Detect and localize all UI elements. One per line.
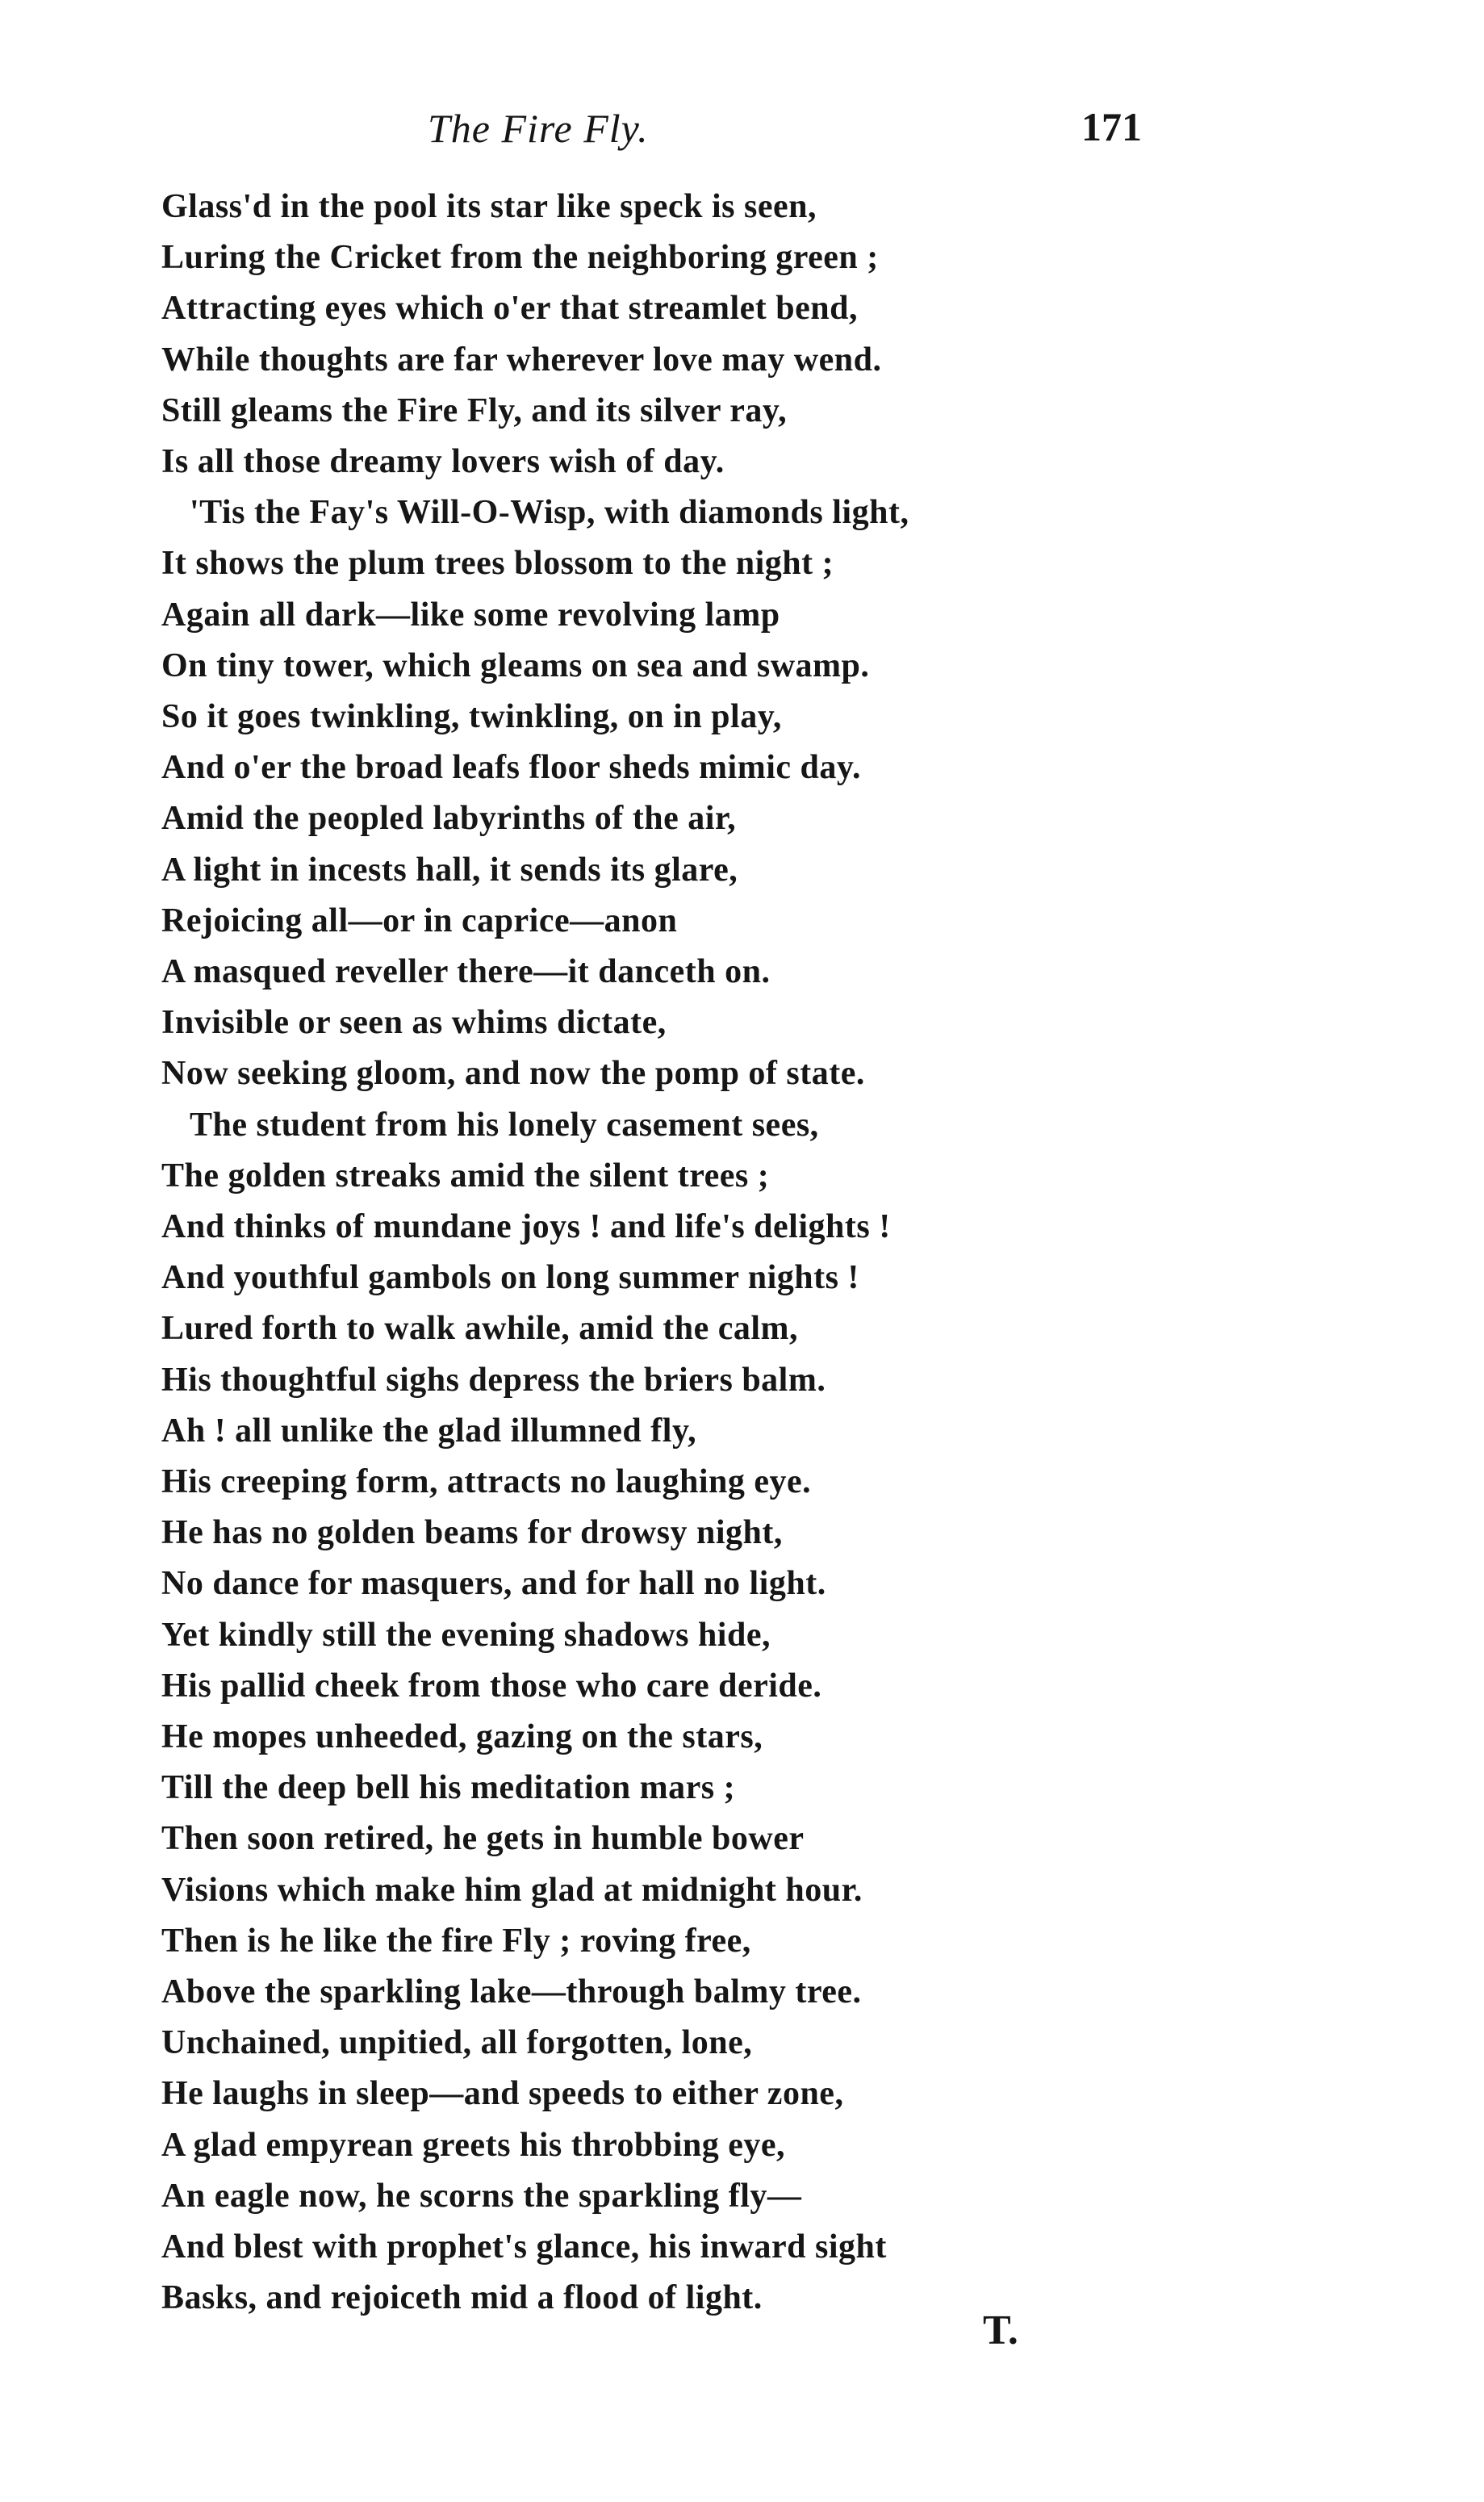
poem-line: He laughs in sleep—and speeds to either zone, <box>161 2075 844 2113</box>
poem-line: Rejoicing all—or in caprice—anon <box>161 902 678 939</box>
poem-line: While thoughts are far wherever love may wend. <box>161 341 882 379</box>
poem-line: Till the deep bell his meditation mars ; <box>161 1769 736 1807</box>
poem-line: Now seeking gloom, and now the pomp of state. <box>161 1055 865 1093</box>
poem-line: The student from his lonely casement sees, <box>190 1106 819 1144</box>
page-number: 171 <box>1081 104 1142 149</box>
poem-line: The golden streaks amid the silent trees ; <box>161 1157 770 1195</box>
poem-line: Then soon retired, he gets in humble bower <box>161 1820 805 1858</box>
poem-line: Basks, and rejoiceth mid a flood of light. <box>161 2279 763 2317</box>
poem-line: Glass'd in the pool its star like speck is seen, <box>161 188 817 225</box>
poem-line: Again all dark—like some revolving lamp <box>161 596 780 634</box>
poem-line: On tiny tower, which gleams on sea and swamp. <box>161 646 870 684</box>
poem-line: And thinks of mundane joys ! and life's delights ! <box>161 1208 891 1245</box>
poem-line: 'Tis the Fay's Will-O-Wisp, with diamonds light, <box>190 494 909 532</box>
poem-line: And youthful gambols on long summer nights ! <box>161 1259 859 1297</box>
poem-line: Then is he like the fire Fly ; roving free, <box>161 1922 751 1960</box>
poem-line: He has no golden beams for drowsy night, <box>161 1514 783 1552</box>
poem-line: And o'er the broad leafs floor sheds mimic day. <box>161 749 862 787</box>
poem-line: Yet kindly still the evening shadows hide, <box>161 1616 771 1654</box>
running-title: The Fire Fly. <box>428 106 649 151</box>
poem-line: He mopes unheeded, gazing on the stars, <box>161 1718 763 1755</box>
poem-line: Is all those dreamy lovers wish of day. <box>161 443 725 480</box>
poem-line: An eagle now, he scorns the sparkling fly— <box>161 2177 802 2215</box>
poem-line: Above the sparkling lake—through balmy tree. <box>161 1973 862 2010</box>
poem-line: Attracting eyes which o'er that streamlet bend, <box>161 290 858 328</box>
author-signature: T. <box>983 2307 1018 2353</box>
poem-line: Amid the peopled labyrinths of the air, <box>161 800 737 838</box>
poem-line: A masqued reveller there—it danceth on. <box>161 953 771 990</box>
poem-line: Ah ! all unlike the glad illumned fly, <box>161 1412 697 1450</box>
poem-line: Unchained, unpitied, all forgotten, lone, <box>161 2024 753 2062</box>
poem-line: His thoughtful sighs depress the briers balm. <box>161 1361 826 1399</box>
poem-line: Visions which make him glad at midnight hour. <box>161 1871 863 1909</box>
poem-line: It shows the plum trees blossom to the night ; <box>161 545 834 583</box>
poem-line: Lured forth to walk awhile, amid the calm, <box>161 1310 799 1348</box>
poem-line: Invisible or seen as whims dictate, <box>161 1004 667 1042</box>
poem-line: Still gleams the Fire Fly, and its silver ray, <box>161 391 788 429</box>
poem-line: And blest with prophet's glance, his inward sight <box>161 2228 887 2266</box>
poem-line: A glad empyrean greets his throbbing eye, <box>161 2126 786 2164</box>
poem-line: No dance for masquers, and for hall no light. <box>161 1565 826 1603</box>
poem-line: So it goes twinkling, twinkling, on in play, <box>161 698 782 735</box>
poem-line: Luring the Cricket from the neighboring green ; <box>161 239 879 277</box>
poem-line: His creeping form, attracts no laughing eye. <box>161 1463 812 1500</box>
poem-line: A light in incests hall, it sends its glare, <box>161 851 738 889</box>
poem-line: His pallid cheek from those who care deride. <box>161 1667 822 1705</box>
